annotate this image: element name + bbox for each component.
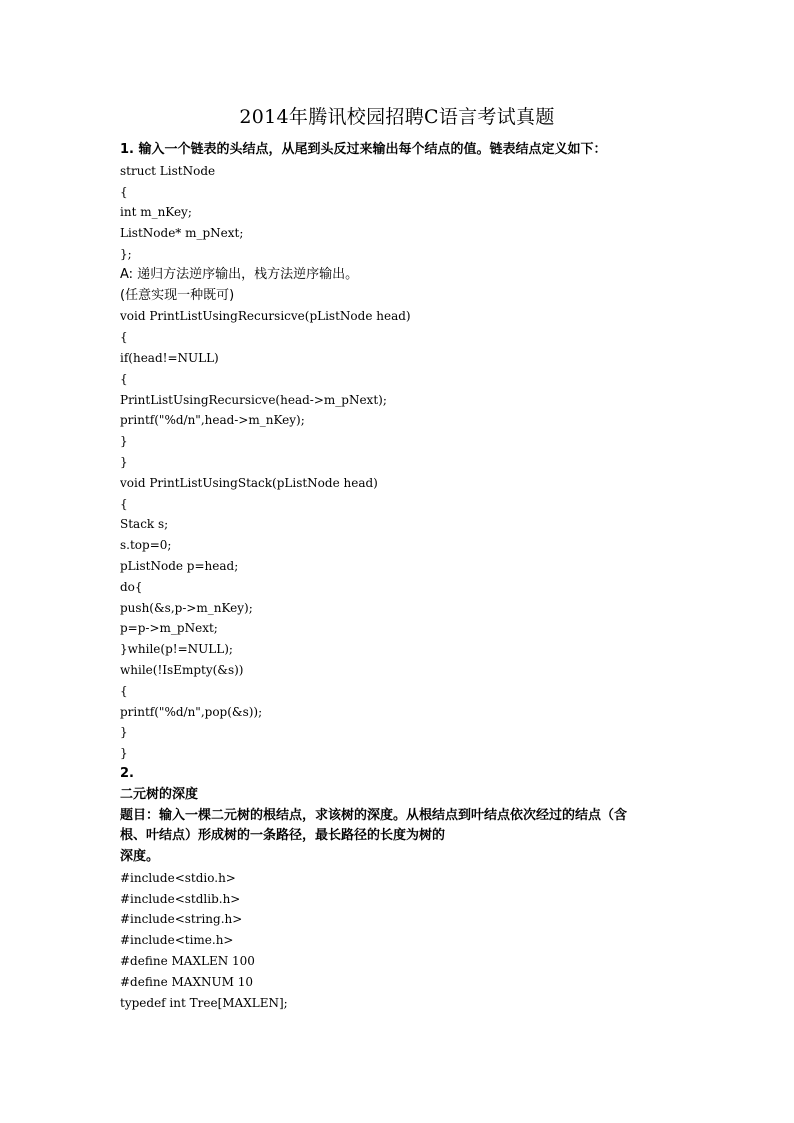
code-line: PrintListUsingRecursicve(head->m_pNext);	[120, 392, 387, 407]
document-title: 2014年腾讯校园招聘C语言考试真题	[239, 106, 555, 128]
code-line: ListNode* m_pNext;	[120, 226, 244, 241]
code-line: void PrintListUsingRecursicve(pListNode head)	[120, 309, 411, 324]
code-line: do{	[120, 579, 143, 594]
code-line: int m_nKey;	[120, 205, 192, 220]
code-line: typedef int Tree[MAXLEN];	[120, 995, 288, 1010]
text-line: 深度。	[120, 849, 160, 865]
code-line: #define MAXNUM 10	[120, 974, 253, 989]
code-line: {	[120, 184, 128, 199]
text-line: 根、叶结点）形成树的一条路径，最长路径的长度为树的	[120, 828, 446, 844]
code-line: {	[120, 496, 128, 511]
text-line: A: 递归方法逆序输出，栈方法逆序输出。	[120, 266, 359, 282]
code-line: #include<stdlib.h>	[120, 891, 241, 906]
code-line: {	[120, 371, 128, 386]
code-line: s.top=0;	[120, 538, 172, 553]
text-line: 题目：输入一棵二元树的根结点，求该树的深度。从根结点到叶结点依次经过的结点（含	[120, 807, 628, 823]
code-line: if(head!=NULL)	[120, 350, 219, 365]
code-line: };	[120, 246, 132, 261]
text-line: (任意实现一种既可)	[120, 287, 235, 303]
code-line: #define MAXLEN 100	[120, 954, 255, 969]
code-line: push(&s,p->m_nKey);	[120, 600, 253, 615]
code-line: #include<stdio.h>	[120, 870, 236, 885]
code-line: }	[120, 746, 128, 761]
code-line: #include<string.h>	[120, 912, 243, 927]
code-line: Stack s;	[120, 517, 169, 532]
code-line: while(!IsEmpty(&s))	[120, 662, 244, 677]
code-line: }	[120, 725, 128, 740]
text-line: 1. 输入一个链表的头结点，从尾到头反过来输出每个结点的值。链表结点定义如下：	[120, 142, 607, 157]
code-line: {	[120, 330, 128, 345]
text-line: 2.	[120, 765, 134, 781]
code-line: printf("%d/n",head->m_nKey);	[120, 413, 305, 428]
code-line: }	[120, 454, 128, 469]
code-line: }	[120, 434, 128, 449]
code-line: {	[120, 683, 128, 698]
code-line: struct ListNode	[120, 163, 216, 178]
code-line: void PrintListUsingStack(pListNode head)	[120, 475, 378, 490]
text-line: 二元树的深度	[120, 786, 199, 802]
document-body	[120, 140, 700, 1013]
code-line: #include<time.h>	[120, 933, 234, 948]
code-line: p=p->m_pNext;	[120, 621, 218, 636]
code-line: printf("%d/n",pop(&s));	[120, 704, 263, 719]
code-line: pListNode p=head;	[120, 558, 239, 573]
code-line: }while(p!=NULL);	[120, 642, 233, 657]
